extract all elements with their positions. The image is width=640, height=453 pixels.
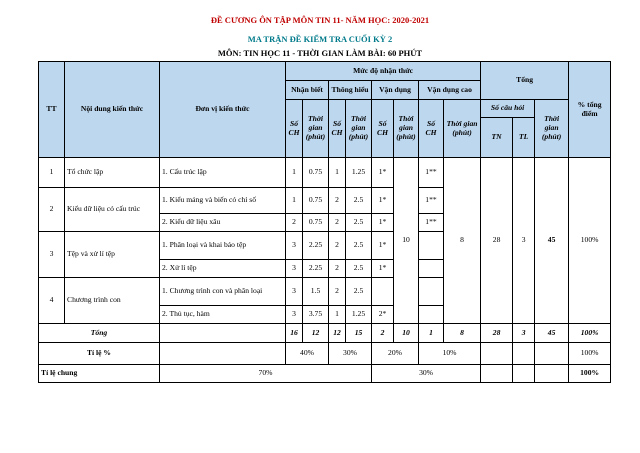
- vd-so-ch: 1*: [372, 214, 394, 232]
- th-thoi-gian: 2.5: [346, 278, 372, 306]
- matrix-title: MA TRẬN ĐỀ KIỂM TRA CUỐI KỲ 2: [247, 34, 393, 44]
- pct-merged: 100%: [569, 158, 611, 324]
- tile-pct: 100%: [569, 343, 611, 365]
- tilechung-tl-empty: [513, 365, 535, 383]
- header-thoi-gian-tong: Thời gian (phút): [535, 100, 569, 158]
- th-thoi-gian: 2.5: [346, 260, 372, 278]
- th-thoi-gian: 2.5: [346, 188, 372, 214]
- th-thoi-gian: 2.5: [346, 232, 372, 260]
- header-so-ch: Số CH: [372, 100, 394, 158]
- header-noi-dung: Nội dung kiến thức: [65, 62, 160, 158]
- so-cau-tn-merged: 28: [481, 158, 513, 324]
- tilechung-right: 30%: [372, 365, 481, 383]
- tong-th-so-ch: 12: [329, 324, 346, 343]
- tong-th-thoi-gian: 15: [346, 324, 372, 343]
- nb-thoi-gian: 2.25: [303, 260, 329, 278]
- tong-label: Tổng: [39, 324, 160, 343]
- nb-so-ch: 3: [286, 306, 303, 324]
- tile-thong-hieu: 30%: [329, 343, 372, 365]
- th-so-ch: 2: [329, 214, 346, 232]
- vdc-so-ch-empty: [419, 306, 444, 324]
- th-so-ch: 1: [329, 158, 346, 188]
- tile-tl-empty: [513, 343, 535, 365]
- so-cau-tl-merged: 3: [513, 158, 535, 324]
- tile-label: Tỉ lệ %: [39, 343, 160, 365]
- tong-don-vi-empty: [160, 324, 286, 343]
- header-tt: TT: [39, 62, 65, 158]
- row-don-vi: 2. Thủ tục, hàm: [160, 306, 286, 324]
- exam-matrix-table: [38, 61, 611, 383]
- tong-vd-so-ch: 2: [372, 324, 394, 343]
- nb-thoi-gian: 3.75: [303, 306, 329, 324]
- row-don-vi: 1. Phân loại và khai báo tệp: [160, 232, 286, 260]
- th-so-ch: 1: [329, 306, 346, 324]
- vdc-thoi-gian-merged: 8: [444, 158, 481, 324]
- header-thoi-gian: Thời gian (phút): [303, 100, 329, 158]
- vdc-so-ch: 1**: [419, 214, 444, 232]
- th-so-ch: 2: [329, 232, 346, 260]
- nb-thoi-gian: 1.5: [303, 278, 329, 306]
- th-so-ch: 2: [329, 278, 346, 306]
- tile-van-dung-cao: 10%: [419, 343, 481, 365]
- tong-nb-thoi-gian: 12: [303, 324, 329, 343]
- header-van-dung-cao: Vận dụng cao: [419, 81, 481, 100]
- th-thoi-gian: 1.25: [346, 158, 372, 188]
- header-van-dung: Vận dụng: [372, 81, 419, 100]
- header-tong: Tổng: [481, 62, 569, 100]
- tong-vdc-so-ch: 1: [419, 324, 444, 343]
- nb-thoi-gian: 2.25: [303, 232, 329, 260]
- row-don-vi: 1. Cấu trúc lặp: [160, 158, 286, 188]
- header-so-cau-hoi: Số câu hỏi: [481, 100, 535, 118]
- document-title: ĐỀ CƯƠNG ÔN TẬP MÔN TIN 11- NĂM HỌC: 2020-2021: [210, 15, 430, 25]
- header-muc-do: Mức độ nhận thức: [286, 62, 481, 81]
- row-don-vi: 2. Kiểu dữ liệu xâu: [160, 214, 286, 232]
- header-so-ch: Số CH: [329, 100, 346, 158]
- header-tl: TL: [513, 118, 535, 158]
- vd-so-ch: 2*: [372, 306, 394, 324]
- tile-tg-empty: [535, 343, 569, 365]
- header-nhan-biet: Nhận biết: [286, 81, 329, 100]
- tilechung-left: 70%: [160, 365, 372, 383]
- th-so-ch: 2: [329, 188, 346, 214]
- header-thoi-gian: Thời gian (phút): [346, 100, 372, 158]
- nb-thoi-gian: 0.75: [303, 214, 329, 232]
- tile-van-dung: 20%: [372, 343, 419, 365]
- header-so-ch: Số CH: [419, 100, 444, 158]
- header-pct-tong: % tổng điểm: [569, 62, 611, 158]
- nb-so-ch: 1: [286, 158, 303, 188]
- nb-thoi-gian: 0.75: [303, 158, 329, 188]
- th-so-ch: 2: [329, 260, 346, 278]
- row-tt: 2: [39, 188, 65, 232]
- tilechung-tn-empty: [481, 365, 513, 383]
- vdc-so-ch-empty: [419, 260, 444, 278]
- row-noi-dung: Tổ chức lặp: [65, 158, 160, 188]
- tilechung-label: Tỉ lệ chung: [39, 365, 160, 383]
- subject-title: MÔN: TIN HỌC 11 - THỜI GIAN LÀM BÀI: 60 PHÚT: [217, 48, 423, 58]
- vd-so-ch-empty: [372, 278, 394, 306]
- vdc-so-ch: 1**: [419, 158, 444, 188]
- row-noi-dung: Chương trình con: [65, 278, 160, 324]
- tile-nhan-biet: 40%: [286, 343, 329, 365]
- th-thoi-gian: 1.25: [346, 306, 372, 324]
- tong-thoi-gian: 45: [535, 324, 569, 343]
- vd-so-ch: 1*: [372, 188, 394, 214]
- tilechung-pct: 100%: [569, 365, 611, 383]
- nb-so-ch: 2: [286, 214, 303, 232]
- row-tt: 1: [39, 158, 65, 188]
- row-noi-dung: Kiểu dữ liệu có cấu trúc: [65, 188, 160, 232]
- header-thoi-gian: Thời gian (phút): [394, 100, 419, 158]
- header-don-vi: Đơn vị kiến thức: [160, 62, 286, 158]
- tong-tn: 28: [481, 324, 513, 343]
- tong-vd-thoi-gian: 10: [394, 324, 419, 343]
- vdc-so-ch-empty: [419, 232, 444, 260]
- nb-so-ch: 3: [286, 278, 303, 306]
- nb-thoi-gian: 0.75: [303, 188, 329, 214]
- header-thoi-gian: Thời gian (phút): [444, 100, 481, 158]
- row-don-vi: 1. Chương trình con và phân loại: [160, 278, 286, 306]
- th-thoi-gian: 2.5: [346, 214, 372, 232]
- row-tt: 3: [39, 232, 65, 278]
- tong-vdc-thoi-gian: 8: [444, 324, 481, 343]
- row-don-vi: 2. Xử lí tệp: [160, 260, 286, 278]
- tong-pct: 100%: [569, 324, 611, 343]
- header-thong-hieu: Thông hiểu: [329, 81, 372, 100]
- vdc-so-ch-empty: [419, 278, 444, 306]
- vd-so-ch: 1*: [372, 260, 394, 278]
- nb-so-ch: 1: [286, 188, 303, 214]
- vdc-so-ch: 1**: [419, 188, 444, 214]
- tong-thoi-gian-merged: 45: [535, 158, 569, 324]
- vd-so-ch: 1*: [372, 158, 394, 188]
- header-so-ch: Số CH: [286, 100, 303, 158]
- tile-tn-empty: [481, 343, 513, 365]
- row-noi-dung: Tệp và xử lí tệp: [65, 232, 160, 278]
- tong-tl: 3: [513, 324, 535, 343]
- vd-thoi-gian-merged: 10: [394, 158, 419, 324]
- tong-nb-so-ch: 16: [286, 324, 303, 343]
- nb-so-ch: 3: [286, 232, 303, 260]
- vd-so-ch: 1*: [372, 232, 394, 260]
- header-tn: TN: [481, 118, 513, 158]
- nb-so-ch: 3: [286, 260, 303, 278]
- tile-don-vi-empty: [160, 343, 286, 365]
- row-tt: 4: [39, 278, 65, 324]
- row-don-vi: 1. Kiểu mảng và biến có chỉ số: [160, 188, 286, 214]
- tilechung-tg-empty: [535, 365, 569, 383]
